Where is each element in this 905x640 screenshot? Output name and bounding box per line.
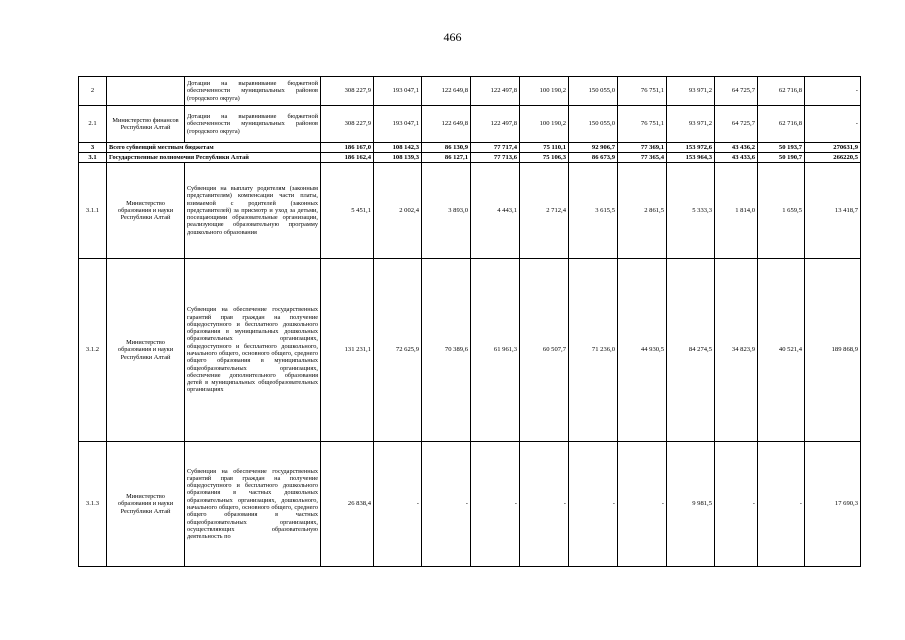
value-cell: 86 130,9 [422,143,471,153]
value-cell: 9 981,5 [667,442,715,567]
value-cell: 71 236,0 [569,259,618,442]
value-cell: 3 893,0 [422,163,471,259]
value-cell: 75 106,3 [520,153,569,163]
description-cell: Всего субвенций местным бюджетам [107,143,321,153]
value-cell: 43 436,2 [715,143,758,153]
value-cell: 150 055,0 [569,77,618,106]
value-cell: 62 716,8 [758,106,805,143]
value-cell: - [422,442,471,567]
value-cell: 60 507,7 [520,259,569,442]
value-cell: 77 369,1 [618,143,667,153]
value-cell: 86 673,9 [569,153,618,163]
value-cell: 2 712,4 [520,163,569,259]
value-cell: 108 142,3 [374,143,422,153]
value-cell: 76 751,1 [618,77,667,106]
value-cell: 100 190,2 [520,106,569,143]
value-cell: 186 162,4 [321,153,374,163]
table-row [79,106,861,143]
value-cell: 13 418,7 [805,163,861,259]
row-number: 3.1.2 [79,259,107,442]
page-number: 466 [443,30,462,44]
subsidy-table [78,76,861,567]
value-cell: 193 047,1 [374,106,422,143]
value-cell: 2 002,4 [374,163,422,259]
description-cell: Субвенция на выплату родителям (законным представителям) компенсации части платы, взимаемой с родителей (законных представителей) за присмотр и уход за детьми, посещающими образовательные организации, реализующие образовательную программу дошкольного образования [185,163,321,259]
table-row [79,442,861,567]
value-cell: - [805,106,861,143]
value-cell: 26 838,4 [321,442,374,567]
value-cell: 308 227,9 [321,77,374,106]
value-cell: 1 814,0 [715,163,758,259]
value-cell: - [805,77,861,106]
table-row [79,143,861,153]
value-cell: 76 751,1 [618,106,667,143]
row-number: 3.1.3 [79,442,107,567]
value-cell: 44 930,5 [618,259,667,442]
value-cell: 77 717,4 [471,143,520,153]
value-cell: - [374,442,422,567]
row-number: 2 [79,77,107,106]
value-cell: 93 971,2 [667,106,715,143]
ministry-cell: Министерство образования и науки Республики Алтай [107,163,185,259]
value-cell: 93 971,2 [667,77,715,106]
value-cell: - [715,442,758,567]
value-cell: - [618,442,667,567]
value-cell: 50 190,7 [758,153,805,163]
value-cell: 86 127,1 [422,153,471,163]
ministry-cell: Министерство образования и науки Республики Алтай [107,259,185,442]
description-cell: Государственные полномочия Республики Алтай [107,153,321,163]
value-cell: 4 443,1 [471,163,520,259]
value-cell: 153 964,3 [667,153,715,163]
value-cell: 34 823,9 [715,259,758,442]
value-cell: 77 713,6 [471,153,520,163]
value-cell: 70 389,6 [422,259,471,442]
row-number: 3.1.1 [79,163,107,259]
value-cell: 108 139,3 [374,153,422,163]
value-cell: 5 333,3 [667,163,715,259]
value-cell: 122 649,8 [422,77,471,106]
ministry-cell: Министерство финансов Республики Алтай [107,106,185,143]
value-cell: 2 861,5 [618,163,667,259]
description-cell: Дотации на выравнивание бюджетной обеспеченности муниципальных районов (городского округа) [185,106,321,143]
value-cell: 72 625,9 [374,259,422,442]
value-cell: 84 274,5 [667,259,715,442]
row-number: 3 [79,143,107,153]
value-cell: 266220,5 [805,153,861,163]
value-cell: 40 521,4 [758,259,805,442]
value-cell: 153 972,6 [667,143,715,153]
value-cell: 122 649,8 [422,106,471,143]
table-row [79,163,861,259]
value-cell: 64 725,7 [715,106,758,143]
value-cell: 186 167,0 [321,143,374,153]
table-row [79,77,861,106]
value-cell: 64 725,7 [715,77,758,106]
value-cell: 43 433,6 [715,153,758,163]
value-cell: 61 961,3 [471,259,520,442]
table-row [79,153,861,163]
description-cell: Субвенция на обеспечение государственных гарантий прав граждан на получение общедоступного и бесплатного дошкольного образования в частных дошкольных образовательных организациях, дошкольного, начального общего, основного общего, среднего общего образования в частных общеобразовательных организациях, осуществляющих образовательную деятельность по [185,442,321,567]
ministry-cell [107,77,185,106]
value-cell: 77 365,4 [618,153,667,163]
value-cell: 50 193,7 [758,143,805,153]
table-row [79,259,861,442]
description-cell: Субвенция на обеспечение государственных гарантий прав граждан на получение общедоступного и бесплатного дошкольного образования в муниципальных дошкольных образовательных организациях, общедоступного и бесплатного дошкольного, начального общего, основного общего, среднего общего образования в муниципальных общеобразовательных организациях, обеспечение дополнительного образования детей в муниципальных общеобразовательных организациях [185,259,321,442]
value-cell: - [569,442,618,567]
description-cell: Дотации на выравнивание бюджетной обеспеченности муниципальных районов (городского округа) [185,77,321,106]
value-cell: - [758,442,805,567]
value-cell: 122 497,8 [471,77,520,106]
value-cell: - [520,442,569,567]
table-body [79,77,861,567]
value-cell: 131 231,1 [321,259,374,442]
value-cell: 193 047,1 [374,77,422,106]
value-cell: 189 868,9 [805,259,861,442]
row-number: 2.1 [79,106,107,143]
ministry-cell: Министерство образования и науки Республики Алтай [107,442,185,567]
value-cell: 62 716,8 [758,77,805,106]
value-cell: 308 227,9 [321,106,374,143]
value-cell: 17 690,3 [805,442,861,567]
value-cell: 92 906,7 [569,143,618,153]
value-cell: 150 055,0 [569,106,618,143]
value-cell: 270631,9 [805,143,861,153]
value-cell: 3 615,5 [569,163,618,259]
value-cell: 5 451,1 [321,163,374,259]
value-cell: 75 110,1 [520,143,569,153]
value-cell: 122 497,8 [471,106,520,143]
value-cell: - [471,442,520,567]
value-cell: 100 190,2 [520,77,569,106]
row-number: 3.1 [79,153,107,163]
value-cell: 1 659,5 [758,163,805,259]
